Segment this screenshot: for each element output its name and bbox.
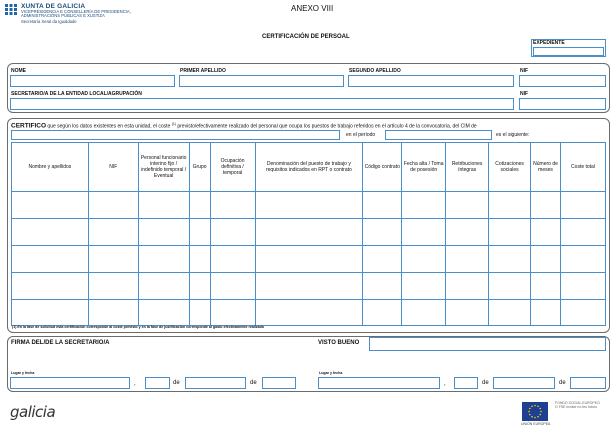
- table-cell[interactable]: [210, 219, 255, 246]
- eu-star: [534, 405, 536, 407]
- table-cell[interactable]: [255, 300, 363, 326]
- table-cell[interactable]: [138, 219, 189, 246]
- nif-label: NIF: [520, 68, 529, 74]
- table-body: [12, 192, 606, 326]
- fse-line2: O FSE inviste no teu futuro: [555, 405, 598, 409]
- annex-label: ANEXO VIII: [291, 4, 334, 13]
- eu-star: [539, 408, 541, 410]
- col-header: Personal funcionario interino fijo / indefinido temporal / Eventual: [138, 143, 189, 192]
- siguiente-label: es el siguiente:: [496, 132, 530, 138]
- eu-star: [528, 411, 530, 413]
- table-cell[interactable]: [12, 300, 89, 326]
- table-row: [12, 192, 606, 219]
- periodo-field[interactable]: [385, 130, 492, 140]
- nome-field[interactable]: [10, 75, 175, 87]
- table-cell[interactable]: [189, 300, 210, 326]
- table-cell[interactable]: [138, 273, 189, 300]
- table-cell[interactable]: [210, 192, 255, 219]
- table-cell[interactable]: [561, 219, 606, 246]
- table-cell[interactable]: [489, 300, 531, 326]
- table-cell[interactable]: [88, 246, 138, 273]
- table-cell[interactable]: [402, 273, 446, 300]
- table-cell[interactable]: [561, 192, 606, 219]
- firma-label: FIRMA DEL/DE LA SECRETARIO/A: [11, 340, 110, 346]
- eu-star: [537, 416, 539, 418]
- table-row: [12, 300, 606, 326]
- table-cell[interactable]: [210, 273, 255, 300]
- table-cell[interactable]: [531, 246, 561, 273]
- table-cell[interactable]: [88, 192, 138, 219]
- table-cell[interactable]: [12, 246, 89, 273]
- table-cell[interactable]: [402, 246, 446, 273]
- org-name: XUNTA DE GALICIA: [21, 3, 86, 10]
- table-cell[interactable]: [489, 219, 531, 246]
- month-field-2[interactable]: [493, 377, 555, 389]
- certifico-text: [11, 121, 477, 130]
- secretario-label: SECRETARIO/A DE LA ENTIDAD LOCAL/AGRUPACIÓN: [11, 91, 142, 97]
- table-cell[interactable]: [210, 246, 255, 273]
- col-header: NIF: [88, 143, 138, 192]
- eu-flag-icon: [522, 402, 548, 421]
- eu-star: [531, 416, 533, 418]
- table-cell[interactable]: [255, 192, 363, 219]
- table-cell[interactable]: [446, 273, 489, 300]
- fse-line1: FONDO SOCIAL EUROPEO: [555, 401, 600, 405]
- nome-label: NOME: [11, 68, 26, 74]
- day-field-2[interactable]: [454, 377, 478, 389]
- col-header: Retribuciones íntegras: [446, 143, 489, 192]
- comma-1: ,: [134, 381, 136, 387]
- primer-apellido-label: PRIMER APELLIDO: [180, 68, 226, 74]
- table-cell[interactable]: [489, 273, 531, 300]
- secretario-field[interactable]: [10, 98, 514, 110]
- col-header: Fecha alta / Toma de posesión: [402, 143, 446, 192]
- eu-star: [534, 417, 536, 419]
- fse-caption: [555, 401, 600, 409]
- table-cell[interactable]: [446, 219, 489, 246]
- department-line2: ADMINISTRACIÓNS PÚBLICAS E XUSTIZA: [21, 13, 105, 18]
- col-header: Denominación del puesto de trabajo y requisitos indicados en RPT o contrato: [255, 143, 363, 192]
- table-cell[interactable]: [210, 300, 255, 326]
- table-cell[interactable]: [363, 219, 402, 246]
- table-cell[interactable]: [363, 192, 402, 219]
- table-cell[interactable]: [446, 192, 489, 219]
- table-cell[interactable]: [138, 192, 189, 219]
- table-cell[interactable]: [255, 273, 363, 300]
- department-line1: VICEPRESIDENCIA E CONSELLERÍA DE PRESIDENCIA,: [21, 9, 131, 14]
- cim-field[interactable]: [11, 130, 340, 140]
- eu-star: [539, 414, 541, 416]
- day-field-1[interactable]: [145, 377, 170, 389]
- lugar-fecha-label-1: Lugar y fecha: [11, 371, 35, 375]
- table-cell[interactable]: [255, 219, 363, 246]
- table-cell[interactable]: [12, 192, 89, 219]
- table-cell[interactable]: [561, 246, 606, 273]
- year-field-2[interactable]: [570, 377, 606, 389]
- de-1a: de: [173, 380, 180, 386]
- table-header-row: [12, 143, 606, 192]
- expediente-label: EXPEDIENTE: [533, 40, 565, 46]
- table-cell[interactable]: [12, 219, 89, 246]
- expediente-field[interactable]: [533, 47, 604, 56]
- xunta-logo-icon: [4, 3, 18, 16]
- table-cell[interactable]: [255, 246, 363, 273]
- page-title: CERTIFICACIÓN DE PERSOAL: [262, 34, 350, 40]
- segundo-apellido-field[interactable]: [348, 75, 514, 87]
- eu-star: [531, 406, 533, 408]
- nif2-label: NIF: [520, 91, 529, 97]
- table-cell[interactable]: [402, 300, 446, 326]
- table-cell[interactable]: [363, 300, 402, 326]
- table-cell[interactable]: [363, 246, 402, 273]
- segundo-apellido-label: SEGUNDO APELLIDO: [349, 68, 401, 74]
- table-cell[interactable]: [88, 300, 138, 326]
- table-cell[interactable]: [489, 246, 531, 273]
- table-row: [12, 273, 606, 300]
- secretaria-line: Secretaría Xeral da Igualdade: [21, 19, 77, 24]
- lugar-field-1[interactable]: [10, 377, 130, 389]
- table-cell[interactable]: [561, 273, 606, 300]
- col-header: Ocupación definitiva / temporal: [210, 143, 255, 192]
- footnote: (1) En la fase de solicitud esta certificación corresponde al coste previsto y en la fase de justificación corresponde al gasto efectivamente realizado: [12, 325, 265, 329]
- table-cell[interactable]: [561, 300, 606, 326]
- eu-star: [540, 411, 542, 413]
- personnel-table: [11, 142, 606, 326]
- table-cell[interactable]: [138, 300, 189, 326]
- table-cell[interactable]: [189, 192, 210, 219]
- nif2-field[interactable]: [519, 98, 606, 110]
- de-2b: de: [559, 380, 566, 386]
- lugar-fecha-label-2: Lugar y fecha: [319, 371, 343, 375]
- table-cell[interactable]: [88, 219, 138, 246]
- periodo-label: en el período: [346, 132, 376, 138]
- table-cell[interactable]: [402, 192, 446, 219]
- table-cell[interactable]: [88, 273, 138, 300]
- table-cell[interactable]: [446, 300, 489, 326]
- visto-bueno-label: VISTO BUENO: [318, 340, 360, 346]
- table-row: [12, 246, 606, 273]
- galicia-logo: galicia: [10, 403, 56, 421]
- de-2a: de: [482, 380, 489, 386]
- comma-2: ,: [444, 381, 446, 387]
- eu-star: [537, 406, 539, 408]
- table-cell[interactable]: [489, 192, 531, 219]
- table-cell[interactable]: [531, 273, 561, 300]
- table-cell[interactable]: [531, 192, 561, 219]
- nif-field[interactable]: [519, 75, 606, 87]
- col-header: Grupo: [189, 143, 210, 192]
- certifico-text-a: que según los datos existentes en esta unidad, el coste: [47, 123, 171, 130]
- table-cell[interactable]: [138, 246, 189, 273]
- table-cell[interactable]: [12, 273, 89, 300]
- eu-star: [529, 408, 531, 410]
- table-cell[interactable]: [189, 273, 210, 300]
- primer-apellido-field[interactable]: [179, 75, 344, 87]
- col-header: Cotizaciones sociales: [489, 143, 531, 192]
- lugar-field-2[interactable]: [318, 377, 440, 389]
- table-row: [12, 219, 606, 246]
- visto-bueno-field[interactable]: [369, 337, 606, 351]
- certifico-text-b: previsto/efectivamente realizado del personal que ocupa los puestos de trabajo referidos en el artículo 4 de la convocatoria, del CIM de: [177, 123, 477, 130]
- table-cell[interactable]: [446, 246, 489, 273]
- eu-star: [529, 414, 531, 416]
- month-field-1[interactable]: [185, 377, 246, 389]
- eu-caption: UNIÓN EUROPEA: [521, 422, 551, 426]
- table-cell[interactable]: [531, 219, 561, 246]
- year-field-1[interactable]: [262, 377, 296, 389]
- certifico-sup: (1): [171, 122, 176, 126]
- certifico-word: CERTIFICO: [11, 122, 47, 130]
- table-cell[interactable]: [363, 273, 402, 300]
- table-cell[interactable]: [402, 219, 446, 246]
- col-header: Número de meses: [531, 143, 561, 192]
- table-cell[interactable]: [189, 246, 210, 273]
- table-cell[interactable]: [531, 300, 561, 326]
- col-header: Código contrato: [363, 143, 402, 192]
- table-cell[interactable]: [189, 219, 210, 246]
- col-header: Coste total: [561, 143, 606, 192]
- de-1b: de: [250, 380, 257, 386]
- col-header: Nombre y apellidos: [12, 143, 89, 192]
